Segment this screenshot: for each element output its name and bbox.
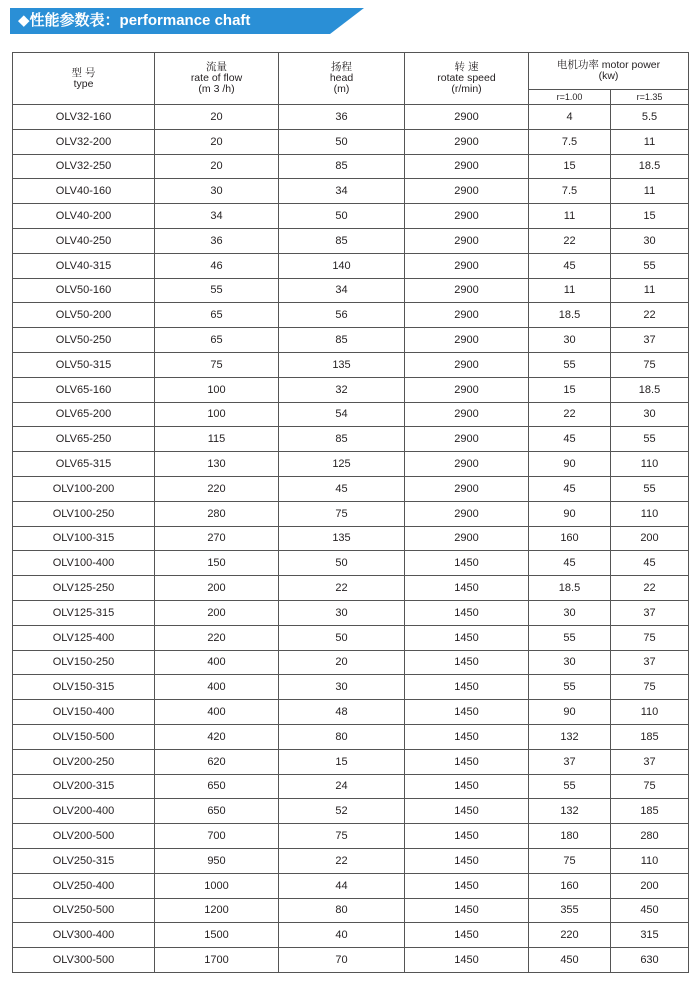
cell-model: OLV250-315 xyxy=(13,848,155,873)
cell-flow: 650 xyxy=(155,799,279,824)
cell-power-r1: 15 xyxy=(529,154,611,179)
cell-flow: 420 xyxy=(155,724,279,749)
cell-flow: 100 xyxy=(155,402,279,427)
cell-head: 135 xyxy=(279,352,405,377)
table-row xyxy=(13,476,689,501)
cell-head: 32 xyxy=(279,377,405,402)
table-row xyxy=(13,204,689,229)
cell-flow: 1000 xyxy=(155,873,279,898)
cell-speed: 1450 xyxy=(405,749,529,774)
cell-head: 40 xyxy=(279,923,405,948)
cell-flow: 200 xyxy=(155,600,279,625)
cell-power-r2: 5.5 xyxy=(611,105,689,130)
header-power-r1: r=1.00 xyxy=(529,90,611,105)
cell-model: OLV150-250 xyxy=(13,650,155,675)
cell-speed: 2900 xyxy=(405,204,529,229)
cell-power-r2: 110 xyxy=(611,452,689,477)
cell-model: OLV32-160 xyxy=(13,105,155,130)
cell-model: OLV200-315 xyxy=(13,774,155,799)
cell-power-r1: 45 xyxy=(529,253,611,278)
cell-speed: 2900 xyxy=(405,179,529,204)
cell-flow: 36 xyxy=(155,228,279,253)
cell-model: OLV50-250 xyxy=(13,328,155,353)
header-type xyxy=(13,53,155,105)
cell-speed: 1450 xyxy=(405,675,529,700)
cell-power-r1: 45 xyxy=(529,551,611,576)
cell-speed: 2900 xyxy=(405,526,529,551)
header-speed-cn: 转 速 xyxy=(454,61,479,73)
cell-power-r1: 15 xyxy=(529,377,611,402)
cell-power-r2: 110 xyxy=(611,501,689,526)
cell-speed: 2900 xyxy=(405,476,529,501)
cell-speed: 1450 xyxy=(405,799,529,824)
table-row xyxy=(13,253,689,278)
cell-model: OLV100-400 xyxy=(13,551,155,576)
cell-speed: 1450 xyxy=(405,898,529,923)
cell-speed: 1450 xyxy=(405,576,529,601)
cell-power-r2: 30 xyxy=(611,402,689,427)
cell-head: 34 xyxy=(279,179,405,204)
cell-power-r1: 220 xyxy=(529,923,611,948)
cell-flow: 20 xyxy=(155,129,279,154)
cell-power-r1: 18.5 xyxy=(529,303,611,328)
cell-flow: 115 xyxy=(155,427,279,452)
cell-speed: 2900 xyxy=(405,377,529,402)
cell-power-r2: 45 xyxy=(611,551,689,576)
cell-model: OLV40-160 xyxy=(13,179,155,204)
cell-power-r1: 18.5 xyxy=(529,576,611,601)
cell-head: 56 xyxy=(279,303,405,328)
table-row xyxy=(13,154,689,179)
cell-model: OLV65-315 xyxy=(13,452,155,477)
cell-power-r1: 90 xyxy=(529,700,611,725)
cell-power-r1: 22 xyxy=(529,228,611,253)
cell-flow: 220 xyxy=(155,476,279,501)
cell-power-r1: 132 xyxy=(529,724,611,749)
cell-head: 70 xyxy=(279,948,405,973)
cell-power-r1: 45 xyxy=(529,427,611,452)
cell-power-r2: 55 xyxy=(611,253,689,278)
cell-power-r1: 30 xyxy=(529,328,611,353)
banner-tail xyxy=(330,8,364,34)
cell-model: OLV150-400 xyxy=(13,700,155,725)
cell-flow: 150 xyxy=(155,551,279,576)
cell-flow: 950 xyxy=(155,848,279,873)
cell-power-r2: 75 xyxy=(611,675,689,700)
table-row xyxy=(13,600,689,625)
cell-power-r1: 4 xyxy=(529,105,611,130)
header-head-unit: (m) xyxy=(333,83,350,95)
cell-flow: 400 xyxy=(155,700,279,725)
cell-speed: 2900 xyxy=(405,352,529,377)
cell-head: 30 xyxy=(279,600,405,625)
header-power-cn: 电机功率 motor power xyxy=(556,59,661,71)
table-row xyxy=(13,873,689,898)
cell-power-r1: 55 xyxy=(529,352,611,377)
cell-speed: 2900 xyxy=(405,154,529,179)
cell-model: OLV125-250 xyxy=(13,576,155,601)
cell-flow: 46 xyxy=(155,253,279,278)
table-row xyxy=(13,278,689,303)
cell-power-r2: 75 xyxy=(611,352,689,377)
cell-speed: 2900 xyxy=(405,402,529,427)
cell-power-r1: 55 xyxy=(529,675,611,700)
cell-model: OLV40-200 xyxy=(13,204,155,229)
cell-head: 125 xyxy=(279,452,405,477)
cell-speed: 1450 xyxy=(405,600,529,625)
cell-power-r2: 280 xyxy=(611,824,689,849)
cell-power-r1: 160 xyxy=(529,526,611,551)
cell-head: 50 xyxy=(279,551,405,576)
header-flow-cn: 流量 xyxy=(206,61,227,73)
table-row xyxy=(13,923,689,948)
cell-head: 44 xyxy=(279,873,405,898)
cell-flow: 20 xyxy=(155,105,279,130)
cell-speed: 1450 xyxy=(405,848,529,873)
cell-power-r2: 18.5 xyxy=(611,377,689,402)
cell-power-r2: 75 xyxy=(611,774,689,799)
table-row xyxy=(13,377,689,402)
cell-power-r2: 37 xyxy=(611,600,689,625)
table-row xyxy=(13,501,689,526)
table-row xyxy=(13,799,689,824)
cell-head: 80 xyxy=(279,898,405,923)
header-type-en: type xyxy=(73,77,94,90)
cell-power-r1: 22 xyxy=(529,402,611,427)
table-row xyxy=(13,898,689,923)
cell-head: 24 xyxy=(279,774,405,799)
cell-speed: 2900 xyxy=(405,452,529,477)
cell-model: OLV100-200 xyxy=(13,476,155,501)
table-row xyxy=(13,675,689,700)
cell-head: 75 xyxy=(279,501,405,526)
cell-speed: 1450 xyxy=(405,625,529,650)
header-head xyxy=(279,53,405,105)
table-row xyxy=(13,105,689,130)
cell-power-r1: 55 xyxy=(529,625,611,650)
header-power xyxy=(529,53,689,90)
table-row xyxy=(13,352,689,377)
cell-power-r1: 30 xyxy=(529,650,611,675)
header-flow-en: rate of flow xyxy=(190,72,243,84)
cell-head: 52 xyxy=(279,799,405,824)
cell-speed: 2900 xyxy=(405,253,529,278)
cell-head: 85 xyxy=(279,154,405,179)
cell-speed: 1450 xyxy=(405,724,529,749)
cell-model: OLV250-400 xyxy=(13,873,155,898)
cell-power-r1: 30 xyxy=(529,600,611,625)
table-row xyxy=(13,328,689,353)
cell-head: 75 xyxy=(279,824,405,849)
table-row xyxy=(13,650,689,675)
cell-speed: 2900 xyxy=(405,427,529,452)
cell-model: OLV200-250 xyxy=(13,749,155,774)
cell-power-r2: 11 xyxy=(611,278,689,303)
cell-model: OLV40-315 xyxy=(13,253,155,278)
cell-power-r2: 200 xyxy=(611,526,689,551)
performance-table xyxy=(12,52,689,973)
table-row xyxy=(13,948,689,973)
cell-head: 36 xyxy=(279,105,405,130)
cell-head: 20 xyxy=(279,650,405,675)
cell-speed: 1450 xyxy=(405,551,529,576)
cell-power-r1: 355 xyxy=(529,898,611,923)
cell-flow: 400 xyxy=(155,650,279,675)
cell-model: OLV40-250 xyxy=(13,228,155,253)
cell-power-r2: 11 xyxy=(611,129,689,154)
cell-power-r1: 160 xyxy=(529,873,611,898)
cell-flow: 1500 xyxy=(155,923,279,948)
table-row xyxy=(13,427,689,452)
cell-flow: 30 xyxy=(155,179,279,204)
cell-head: 15 xyxy=(279,749,405,774)
cell-flow: 280 xyxy=(155,501,279,526)
cell-power-r1: 90 xyxy=(529,501,611,526)
cell-head: 22 xyxy=(279,848,405,873)
cell-power-r2: 75 xyxy=(611,625,689,650)
table-row xyxy=(13,576,689,601)
cell-power-r2: 30 xyxy=(611,228,689,253)
cell-power-r2: 11 xyxy=(611,179,689,204)
cell-head: 85 xyxy=(279,328,405,353)
table-row xyxy=(13,129,689,154)
table-row xyxy=(13,551,689,576)
cell-flow: 65 xyxy=(155,303,279,328)
table-row xyxy=(13,625,689,650)
cell-model: OLV65-250 xyxy=(13,427,155,452)
header-speed-unit: (r/min) xyxy=(451,83,482,95)
cell-flow: 1700 xyxy=(155,948,279,973)
cell-model: OLV100-250 xyxy=(13,501,155,526)
cell-flow: 34 xyxy=(155,204,279,229)
cell-head: 85 xyxy=(279,228,405,253)
cell-head: 54 xyxy=(279,402,405,427)
table-row xyxy=(13,228,689,253)
cell-power-r1: 7.5 xyxy=(529,179,611,204)
cell-power-r2: 110 xyxy=(611,848,689,873)
cell-model: OLV250-500 xyxy=(13,898,155,923)
cell-speed: 2900 xyxy=(405,105,529,130)
cell-power-r2: 22 xyxy=(611,576,689,601)
cell-power-r1: 180 xyxy=(529,824,611,849)
cell-flow: 400 xyxy=(155,675,279,700)
cell-speed: 2900 xyxy=(405,278,529,303)
table-row xyxy=(13,774,689,799)
cell-model: OLV50-315 xyxy=(13,352,155,377)
cell-model: OLV125-315 xyxy=(13,600,155,625)
cell-speed: 1450 xyxy=(405,700,529,725)
header-head-cn: 扬程 xyxy=(331,61,352,73)
cell-model: OLV65-200 xyxy=(13,402,155,427)
cell-power-r2: 315 xyxy=(611,923,689,948)
cell-power-r2: 37 xyxy=(611,650,689,675)
cell-flow: 100 xyxy=(155,377,279,402)
section-banner xyxy=(10,8,330,34)
cell-power-r1: 90 xyxy=(529,452,611,477)
cell-model: OLV300-500 xyxy=(13,948,155,973)
table-row xyxy=(13,724,689,749)
table-row xyxy=(13,452,689,477)
cell-power-r2: 37 xyxy=(611,328,689,353)
cell-speed: 2900 xyxy=(405,501,529,526)
cell-head: 34 xyxy=(279,278,405,303)
cell-head: 30 xyxy=(279,675,405,700)
cell-flow: 620 xyxy=(155,749,279,774)
cell-model: OLV100-315 xyxy=(13,526,155,551)
cell-model: OLV300-400 xyxy=(13,923,155,948)
cell-speed: 2900 xyxy=(405,303,529,328)
banner-title: ◆性能参数表：performance chaft xyxy=(18,12,251,29)
cell-speed: 1450 xyxy=(405,824,529,849)
table-body xyxy=(13,105,689,973)
cell-model: OLV32-250 xyxy=(13,154,155,179)
cell-power-r2: 630 xyxy=(611,948,689,973)
cell-flow: 1200 xyxy=(155,898,279,923)
table-row xyxy=(13,526,689,551)
table-row xyxy=(13,179,689,204)
cell-flow: 65 xyxy=(155,328,279,353)
cell-power-r2: 18.5 xyxy=(611,154,689,179)
table-row xyxy=(13,848,689,873)
cell-speed: 1450 xyxy=(405,948,529,973)
table-row xyxy=(13,402,689,427)
cell-speed: 2900 xyxy=(405,328,529,353)
cell-power-r2: 55 xyxy=(611,427,689,452)
cell-flow: 20 xyxy=(155,154,279,179)
table-row xyxy=(13,824,689,849)
header-power-r2: r=1.35 xyxy=(611,90,689,105)
cell-head: 80 xyxy=(279,724,405,749)
cell-flow: 200 xyxy=(155,576,279,601)
cell-head: 22 xyxy=(279,576,405,601)
cell-flow: 650 xyxy=(155,774,279,799)
header-flow-unit: (m 3 /h) xyxy=(198,83,235,95)
table-row xyxy=(13,700,689,725)
cell-model: OLV200-500 xyxy=(13,824,155,849)
cell-power-r1: 11 xyxy=(529,278,611,303)
cell-model: OLV150-500 xyxy=(13,724,155,749)
header-speed-en: rotate speed xyxy=(437,72,496,84)
cell-flow: 130 xyxy=(155,452,279,477)
cell-power-r2: 55 xyxy=(611,476,689,501)
cell-speed: 1450 xyxy=(405,650,529,675)
cell-head: 45 xyxy=(279,476,405,501)
cell-power-r1: 37 xyxy=(529,749,611,774)
cell-head: 50 xyxy=(279,129,405,154)
cell-model: OLV125-400 xyxy=(13,625,155,650)
cell-power-r1: 75 xyxy=(529,848,611,873)
header-flow xyxy=(155,53,279,105)
cell-flow: 75 xyxy=(155,352,279,377)
cell-power-r2: 450 xyxy=(611,898,689,923)
cell-flow: 220 xyxy=(155,625,279,650)
cell-power-r2: 22 xyxy=(611,303,689,328)
cell-model: OLV32-200 xyxy=(13,129,155,154)
cell-head: 48 xyxy=(279,700,405,725)
table-row xyxy=(13,303,689,328)
header-speed xyxy=(405,53,529,105)
cell-power-r1: 450 xyxy=(529,948,611,973)
cell-flow: 270 xyxy=(155,526,279,551)
cell-power-r2: 185 xyxy=(611,799,689,824)
header-power-unit: (kw) xyxy=(598,70,619,82)
cell-power-r2: 15 xyxy=(611,204,689,229)
header-head-en: head xyxy=(329,72,354,84)
cell-head: 135 xyxy=(279,526,405,551)
cell-model: OLV65-160 xyxy=(13,377,155,402)
cell-head: 50 xyxy=(279,204,405,229)
cell-power-r2: 110 xyxy=(611,700,689,725)
cell-speed: 1450 xyxy=(405,923,529,948)
cell-model: OLV50-200 xyxy=(13,303,155,328)
cell-power-r1: 55 xyxy=(529,774,611,799)
cell-head: 50 xyxy=(279,625,405,650)
cell-power-r1: 11 xyxy=(529,204,611,229)
cell-power-r1: 45 xyxy=(529,476,611,501)
cell-power-r1: 132 xyxy=(529,799,611,824)
cell-flow: 55 xyxy=(155,278,279,303)
cell-speed: 2900 xyxy=(405,228,529,253)
cell-flow: 700 xyxy=(155,824,279,849)
cell-model: OLV50-160 xyxy=(13,278,155,303)
cell-power-r2: 37 xyxy=(611,749,689,774)
cell-head: 140 xyxy=(279,253,405,278)
cell-speed: 1450 xyxy=(405,873,529,898)
cell-power-r1: 7.5 xyxy=(529,129,611,154)
cell-power-r2: 185 xyxy=(611,724,689,749)
cell-speed: 1450 xyxy=(405,774,529,799)
cell-model: OLV150-315 xyxy=(13,675,155,700)
cell-model: OLV200-400 xyxy=(13,799,155,824)
cell-power-r2: 200 xyxy=(611,873,689,898)
header-type-cn: 型 号 xyxy=(71,66,96,79)
cell-speed: 2900 xyxy=(405,129,529,154)
table-row xyxy=(13,749,689,774)
cell-head: 85 xyxy=(279,427,405,452)
